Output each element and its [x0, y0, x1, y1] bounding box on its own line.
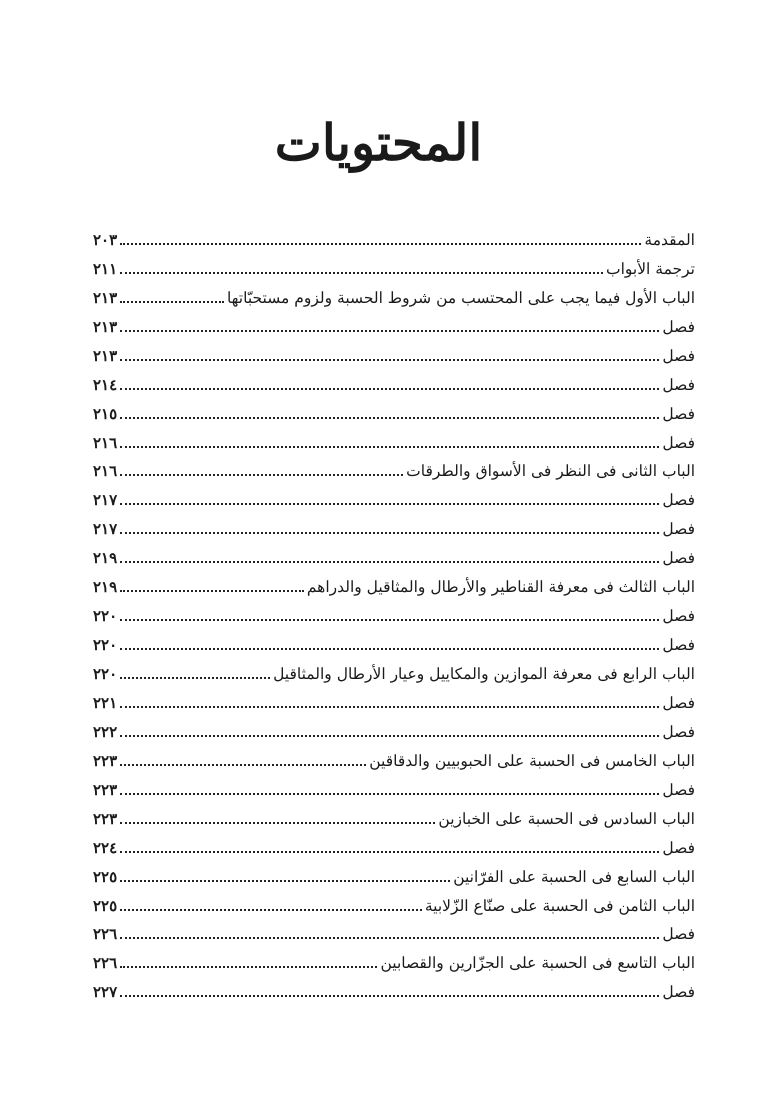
dot-leader — [120, 446, 659, 448]
dot-leader — [120, 532, 659, 534]
toc-entry-label: الباب الثانى فى النظر فى الأسواق والطرقات — [406, 462, 695, 481]
dot-leader — [120, 388, 659, 390]
dot-leader — [120, 793, 659, 795]
toc-entry-label: فصل — [662, 838, 695, 857]
toc-entry — [93, 629, 695, 658]
toc-entry — [93, 716, 695, 745]
toc-entry-page-number: ٢٢٥ — [93, 867, 118, 886]
toc-entry-label: فصل — [662, 983, 695, 1002]
toc-entry — [93, 745, 695, 774]
dot-leader — [120, 764, 366, 766]
dot-leader — [120, 619, 659, 621]
toc-entry-page-number: ٢١٦ — [93, 433, 118, 452]
dot-leader — [120, 735, 659, 737]
toc-entry — [93, 224, 695, 253]
toc-entry-label: فصل — [662, 693, 695, 712]
toc-entry — [93, 774, 695, 803]
toc-entry-label: ترجمة الأبواب — [605, 259, 695, 278]
dot-leader — [120, 330, 659, 332]
toc-entry-page-number: ٢٢٠ — [93, 607, 118, 626]
toc-entry-page-number: ٢٢٠ — [93, 665, 118, 683]
dot-leader — [120, 995, 659, 997]
toc-entry-label: الباب السادس فى الحسبة على الخبازين — [438, 809, 695, 828]
toc-entry-page-number: ٢٢٧ — [93, 983, 118, 1002]
toc-entry — [93, 542, 695, 571]
toc-entry — [93, 919, 695, 948]
toc-entry — [93, 398, 695, 427]
toc-entry-label: فصل — [662, 636, 695, 655]
toc-entry — [93, 600, 695, 629]
toc-entry-label: الباب الأول فيما يجب على المحتسب من شروط الحسبة ولزوم مستحبّاتها — [226, 288, 695, 307]
toc-entry — [93, 890, 695, 919]
dot-leader — [120, 417, 659, 419]
toc-entry-page-number: ٢١١ — [93, 259, 118, 278]
toc-entry-page-number: ٢٢٦ — [93, 925, 118, 944]
toc-entry-page-number: ٢١٧ — [93, 520, 118, 539]
dot-leader — [120, 706, 659, 708]
toc-entry — [93, 861, 695, 890]
toc-entry-label: فصل — [662, 549, 695, 568]
toc-entry-page-number: ٢١٣ — [93, 346, 118, 365]
toc-entry — [93, 571, 695, 600]
dot-leader — [120, 966, 377, 968]
toc-entry — [93, 340, 695, 369]
toc-entry-page-number: ٢١٦ — [93, 462, 118, 481]
dot-leader — [120, 243, 641, 245]
toc-entry-page-number: ٢٢٠ — [93, 636, 118, 655]
table-of-contents — [93, 224, 695, 1005]
toc-entry-page-number: ٢١٥ — [93, 404, 118, 423]
toc-entry-page-number: ٢٢٣ — [93, 780, 118, 799]
toc-entry — [93, 832, 695, 861]
toc-entry — [93, 803, 695, 832]
toc-entry — [93, 484, 695, 513]
toc-entry-page-number: ٢١٩ — [93, 549, 118, 568]
toc-entry-label: فصل — [662, 375, 695, 394]
toc-entry-page-number: ٢٢١ — [93, 693, 118, 712]
toc-entry-page-number: ٢٢٣ — [93, 751, 118, 770]
toc-entry-label: فصل — [662, 346, 695, 365]
dot-leader — [120, 851, 659, 853]
dot-leader — [120, 272, 603, 274]
toc-entry-page-number: ٢١٣ — [93, 317, 118, 336]
toc-entry-label: فصل — [662, 925, 695, 944]
toc-entry-label: فصل — [662, 607, 695, 626]
toc-entry-page-number: ٢٢٣ — [93, 809, 118, 828]
dot-leader — [120, 822, 435, 824]
toc-entry — [93, 658, 695, 687]
toc-entry-label: الباب الخامس فى الحسبة على الحبوبيين والدقاقين — [369, 751, 695, 770]
toc-entry-label: المقدمة — [644, 230, 695, 249]
toc-entry-label: فصل — [662, 491, 695, 510]
toc-entry-page-number: ٢٠٣ — [93, 230, 118, 249]
toc-entry — [93, 282, 695, 311]
dot-leader — [120, 561, 659, 563]
toc-entry-label: فصل — [662, 317, 695, 336]
dot-leader — [120, 648, 659, 650]
toc-entry — [93, 976, 695, 1005]
toc-entry-label: الباب الرابع فى معرفة الموازين والمكاييل وعيار الأرطال والمثاقيل — [273, 665, 695, 683]
page-title: المحتويات — [274, 113, 483, 172]
toc-entry — [93, 513, 695, 542]
toc-entry — [93, 253, 695, 282]
toc-entry-label: فصل — [662, 520, 695, 539]
toc-entry-page-number: ٢١٤ — [93, 375, 118, 394]
toc-entry-label: فصل — [662, 722, 695, 741]
toc-entry-page-number: ٢١٧ — [93, 491, 118, 510]
toc-entry-page-number: ٢١٣ — [93, 288, 118, 307]
dot-leader — [120, 590, 304, 592]
dot-leader — [120, 880, 450, 882]
toc-entry-label: الباب التاسع فى الحسبة على الجزّارين والقصابين — [380, 954, 695, 973]
toc-entry — [93, 311, 695, 340]
toc-entry-label: فصل — [662, 780, 695, 799]
toc-entry-label: الباب الثامن فى الحسبة على صنّاع الزّلابية — [424, 896, 695, 915]
toc-entry-page-number: ٢٢٦ — [93, 954, 118, 973]
toc-entry — [93, 369, 695, 398]
toc-entry-label: الباب السابع فى الحسبة على الفرّانين — [453, 867, 695, 886]
dot-leader — [120, 474, 403, 476]
dot-leader — [120, 301, 224, 303]
dot-leader — [120, 677, 270, 679]
toc-entry-page-number: ٢٢٢ — [93, 722, 118, 741]
dot-leader — [120, 503, 659, 505]
dot-leader — [120, 909, 422, 911]
toc-entry — [93, 427, 695, 456]
toc-entry-page-number: ٢٢٥ — [93, 896, 118, 915]
toc-entry — [93, 947, 695, 976]
dot-leader — [120, 937, 659, 939]
toc-entry-label: الباب الثالث فى معرفة القناطير والأرطال والمثاقيل والدراهم — [306, 578, 695, 597]
toc-entry — [93, 687, 695, 716]
toc-entry — [93, 456, 695, 485]
dot-leader — [120, 359, 659, 361]
toc-entry-label: فصل — [662, 404, 695, 423]
toc-entry-label: فصل — [662, 433, 695, 452]
toc-entry-page-number: ٢١٩ — [93, 578, 118, 597]
toc-entry-page-number: ٢٢٤ — [93, 838, 118, 857]
